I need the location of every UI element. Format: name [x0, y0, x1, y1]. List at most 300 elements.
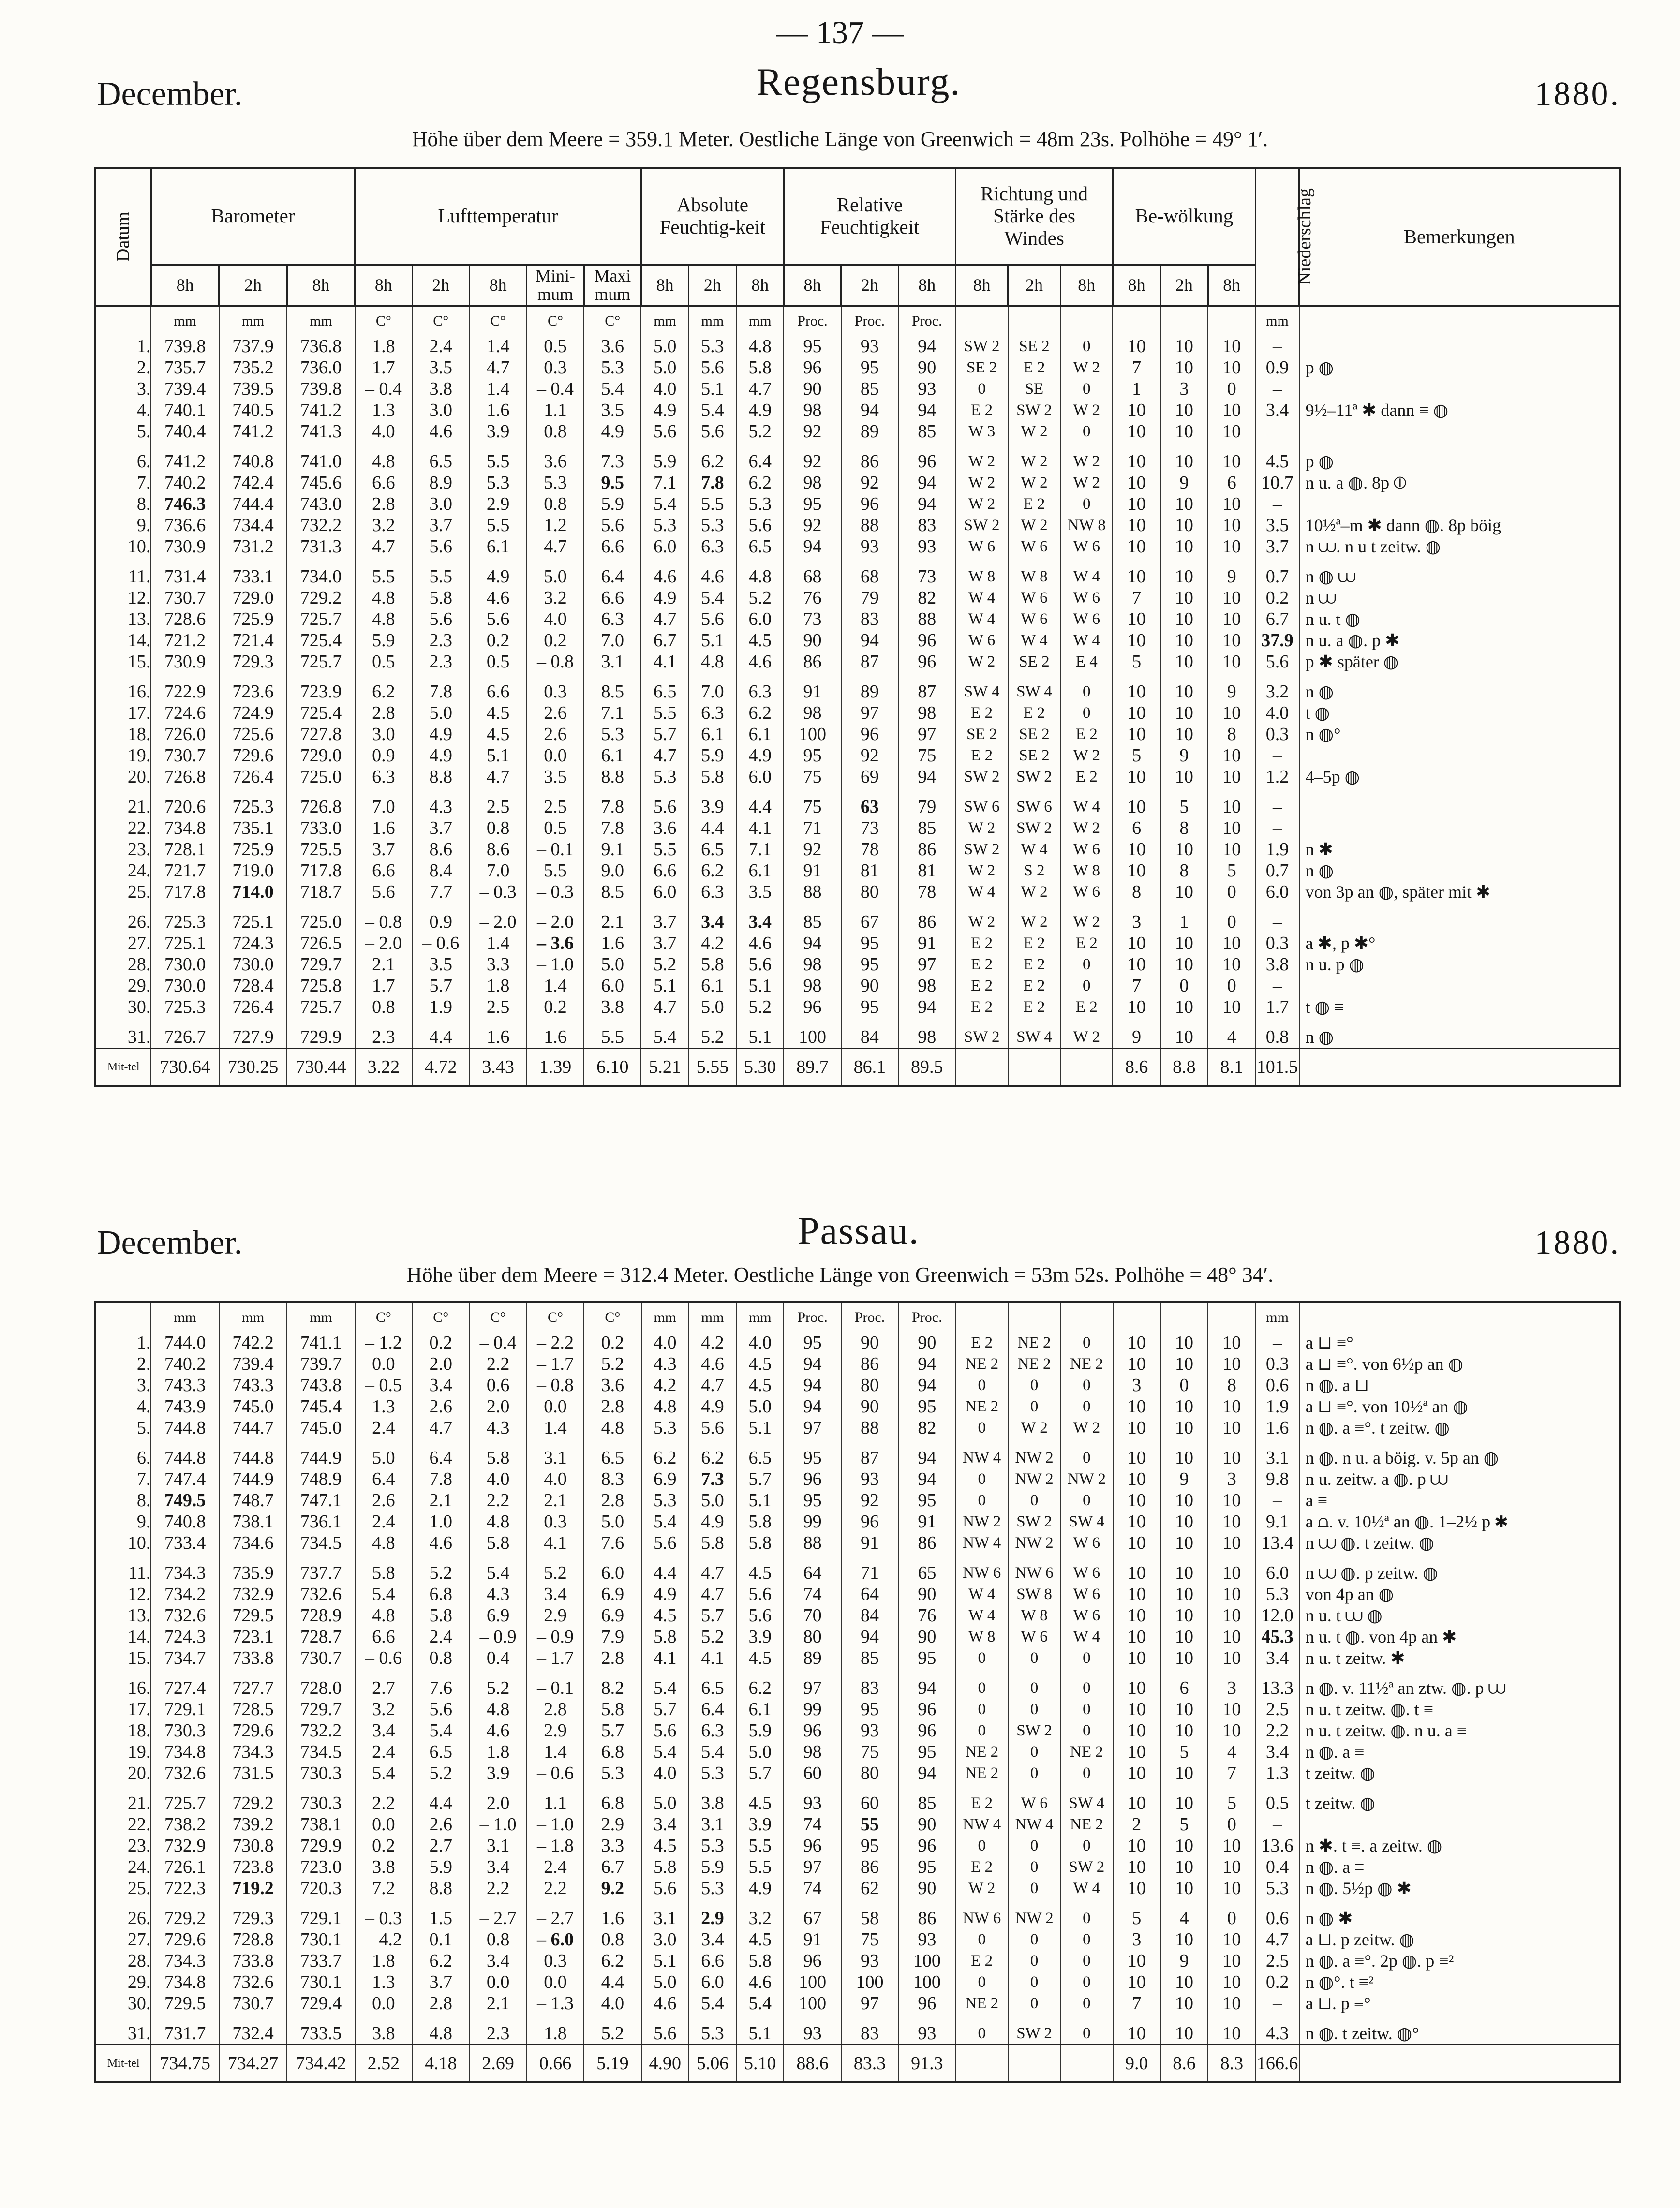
data-cell: 5.2: [527, 1562, 584, 1584]
data-cell: 3.4: [527, 1584, 584, 1605]
data-cell: 724.3: [151, 1626, 219, 1647]
remark-cell: n ◍. t zeitw. ◍°: [1299, 2023, 1620, 2045]
data-cell: – 0.9: [469, 1626, 526, 1647]
data-cell: – 6.0: [527, 1929, 584, 1950]
table-row: [95, 1814, 1620, 1835]
data-cell: 733.7: [287, 1950, 355, 1971]
data-cell: E 2: [955, 400, 1008, 421]
data-cell: 3.5: [412, 357, 469, 378]
data-cell: E 2: [955, 996, 1008, 1018]
data-cell: E 2: [1008, 933, 1060, 954]
data-cell: 5.4: [641, 1677, 689, 1699]
remark-cell: n u. t zeitw. ✱: [1299, 1647, 1620, 1669]
data-cell: 5.9: [412, 1856, 469, 1878]
data-cell: 79: [841, 587, 898, 608]
data-cell: 0: [1060, 1993, 1113, 2014]
data-cell: 1.7: [355, 975, 412, 996]
data-cell: 0: [1060, 1950, 1113, 1971]
remark-cell: von 3p an ◍, später mit ✱: [1299, 881, 1620, 903]
data-cell: 93: [841, 1720, 898, 1741]
data-cell: 98: [784, 954, 841, 975]
data-cell: 10: [1160, 357, 1208, 378]
data-cell: 0: [956, 1835, 1008, 1856]
data-cell: 3.4: [355, 1720, 412, 1741]
data-cell: 744.8: [219, 1447, 287, 1468]
data-cell: 2.9: [689, 1908, 736, 1929]
data-cell: 5.2: [412, 1562, 469, 1584]
data-cell: E 2: [1060, 996, 1113, 1018]
data-cell: 4.3: [412, 796, 469, 817]
mean-row: [95, 1048, 1620, 1086]
subheader-h2-15: 2h: [1008, 265, 1060, 306]
data-cell: [1255, 421, 1299, 442]
data-cell: 6.4: [355, 1468, 412, 1490]
table-row: [95, 1353, 1620, 1375]
data-cell: 0.2: [527, 630, 584, 651]
data-cell: 728.4: [219, 975, 287, 996]
data-cell: 0.2: [1255, 1971, 1299, 1993]
data-cell: 85: [898, 421, 955, 442]
data-cell: 3.5: [527, 766, 584, 787]
data-cell: 1: [1160, 911, 1208, 933]
data-cell: 3.7: [412, 515, 469, 536]
data-cell: 2.5: [1255, 1950, 1299, 1971]
data-cell: 5.0: [689, 996, 736, 1018]
data-cell: 6.6: [355, 1626, 412, 1647]
data-cell: 4.4: [641, 1562, 689, 1584]
data-cell: 3.9: [736, 1626, 784, 1647]
header-relative-humidity: Relative Feuchtigkeit: [784, 168, 955, 265]
data-cell: 0: [1060, 1375, 1113, 1396]
data-cell: 6.3: [689, 881, 736, 903]
data-cell: 10.7: [1255, 472, 1299, 493]
data-cell: 86: [841, 451, 898, 472]
data-cell: 86: [784, 651, 841, 672]
data-cell: 734.7: [151, 1647, 219, 1669]
data-cell: 5.4: [689, 1993, 736, 2014]
date-cell: 23.: [95, 839, 151, 860]
data-cell: 4.8: [641, 1396, 689, 1417]
data-cell: 736.8: [287, 336, 355, 357]
table-row: [95, 1562, 1620, 1584]
data-cell: 10: [1160, 954, 1208, 975]
subheader-h8-17: 8h: [1113, 265, 1160, 306]
data-cell: 1.6: [355, 817, 412, 839]
table-row: [95, 1793, 1620, 1814]
data-cell: W 6: [1060, 536, 1113, 557]
data-cell: 5.7: [736, 1468, 784, 1490]
data-cell: 723.0: [287, 1856, 355, 1878]
data-cell: 5.0: [412, 702, 469, 724]
data-cell: 100: [841, 1971, 898, 1993]
data-cell: 728.5: [219, 1699, 287, 1720]
data-cell: 9: [1160, 1468, 1208, 1490]
remark-cell: a ⊔ ≡°: [1299, 1332, 1620, 1353]
data-cell: 3.7: [412, 817, 469, 839]
table-row: [95, 493, 1620, 515]
data-cell: 92: [841, 1490, 898, 1511]
data-cell: 0: [1060, 1908, 1113, 1929]
table-row: [95, 1026, 1620, 1049]
data-cell: 10: [1208, 839, 1255, 860]
data-cell: 744.9: [219, 1468, 287, 1490]
data-cell: 5.7: [584, 1720, 641, 1741]
data-cell: 95: [841, 954, 898, 975]
mean-cell: 2.69: [469, 2045, 526, 2083]
data-cell: 5.3: [689, 515, 736, 536]
data-cell: 45.3: [1255, 1626, 1299, 1647]
data-cell: 10: [1208, 587, 1255, 608]
data-cell: 1.9: [1255, 839, 1299, 860]
data-cell: 731.2: [219, 536, 287, 557]
data-cell: 94: [784, 1353, 841, 1375]
data-cell: 91: [784, 860, 841, 881]
data-cell: W 4: [1060, 1626, 1113, 1647]
subheader-h2-18: 2h: [1160, 265, 1208, 306]
table-row: [95, 1677, 1620, 1699]
data-cell: W 6: [1060, 839, 1113, 860]
unit-cell: Proc.: [784, 306, 841, 336]
subheader-h2-9: 2h: [689, 265, 736, 306]
date-cell: 28.: [95, 1950, 151, 1971]
data-cell: 6.3: [355, 766, 412, 787]
data-cell: 0.3: [527, 1511, 584, 1532]
data-cell: SE 2: [1008, 745, 1060, 766]
unit-cell: mm: [689, 1302, 736, 1332]
data-cell: 10: [1160, 1417, 1208, 1438]
data-cell: 5.6: [584, 515, 641, 536]
data-cell: 3.2: [355, 515, 412, 536]
remark-cell: t zeitw. ◍: [1299, 1763, 1620, 1784]
data-cell: W 6: [1060, 881, 1113, 903]
data-cell: 10: [1113, 933, 1160, 954]
data-cell: 3.4: [1255, 1741, 1299, 1763]
data-cell: 3.7: [355, 839, 412, 860]
remark-cell: [1299, 378, 1620, 400]
data-cell: – 0.5: [355, 1375, 412, 1396]
table-row: [95, 724, 1620, 745]
data-cell: 6.9: [469, 1605, 526, 1626]
data-cell: 4.6: [736, 651, 784, 672]
remark-cell: n u. zeitw. a ◍. p ⩊: [1299, 1468, 1620, 1490]
data-cell: W 6: [955, 536, 1008, 557]
data-cell: 95: [841, 933, 898, 954]
data-cell: 93: [841, 1468, 898, 1490]
remark-cell: n ◍. a ≡°. t zeitw. ◍: [1299, 1417, 1620, 1438]
table-row: [95, 336, 1620, 357]
data-cell: 4.5: [641, 1605, 689, 1626]
remark-cell: n ⩊ ◍. p zeitw. ◍: [1299, 1562, 1620, 1584]
data-cell: 729.1: [151, 1699, 219, 1720]
data-cell: 3.1: [584, 651, 641, 672]
data-cell: 96: [784, 1950, 841, 1971]
data-cell: W 2: [1008, 881, 1060, 903]
data-cell: NE 2: [956, 1763, 1008, 1784]
data-cell: 5.0: [641, 357, 688, 378]
data-cell: 8.8: [412, 766, 469, 787]
data-cell: 96: [898, 1835, 955, 1856]
data-cell: 10: [1160, 536, 1208, 557]
data-cell: 1.0: [412, 1511, 469, 1532]
data-cell: 4.0: [641, 1763, 689, 1784]
date-cell: 1.: [95, 1332, 151, 1353]
date-cell: 5.: [95, 1417, 151, 1438]
date-cell: 17.: [95, 702, 151, 724]
data-cell: 5.8: [584, 1699, 641, 1720]
data-cell: 0: [1008, 1396, 1060, 1417]
data-cell: 736.6: [151, 515, 219, 536]
data-cell: 89: [841, 421, 898, 442]
unit-cell: mm: [219, 306, 287, 336]
data-cell: 37.9: [1255, 630, 1299, 651]
data-cell: 6.0: [689, 1971, 736, 1993]
table-row: [95, 651, 1620, 672]
data-cell: 741.0: [287, 451, 355, 472]
date-cell: 13.: [95, 1605, 151, 1626]
data-cell: 3.0: [355, 724, 412, 745]
data-cell: 0.0: [469, 1971, 526, 1993]
data-cell: 10: [1113, 796, 1160, 817]
data-cell: 3.5: [1255, 515, 1299, 536]
data-cell: 3.4: [736, 911, 784, 933]
data-cell: 3.2: [736, 1908, 784, 1929]
subheader-h8-10: 8h: [736, 265, 784, 306]
data-cell: 82: [898, 587, 955, 608]
data-cell: NW 4: [1008, 1814, 1060, 1835]
data-cell: 3.4: [469, 1856, 526, 1878]
unit-cell: [1160, 1302, 1208, 1332]
data-cell: 4.7: [689, 1562, 736, 1584]
data-cell: 10: [1113, 630, 1160, 651]
data-cell: 7.7: [412, 881, 469, 903]
data-cell: 7.8: [584, 817, 641, 839]
data-cell: – 0.4: [355, 378, 412, 400]
data-cell: 2.6: [412, 1396, 469, 1417]
data-cell: W 4: [955, 587, 1008, 608]
data-cell: 743.0: [287, 493, 355, 515]
data-cell: 4.1: [527, 1532, 584, 1554]
data-cell: 734.5: [287, 1532, 355, 1554]
data-cell: 85: [841, 378, 898, 400]
data-cell: 0: [1060, 954, 1113, 975]
data-cell: 4.7: [641, 745, 688, 766]
data-cell: 2.3: [412, 630, 469, 651]
data-cell: 92: [841, 745, 898, 766]
data-cell: W 4: [955, 881, 1008, 903]
data-cell: 5.6: [689, 608, 736, 630]
data-cell: – 0.6: [527, 1763, 584, 1784]
date-cell: 23.: [95, 1835, 151, 1856]
data-cell: 0: [956, 1971, 1008, 1993]
data-cell: 5.8: [469, 1447, 526, 1468]
data-cell: 6.5: [736, 1447, 784, 1468]
data-cell: – 0.8: [527, 651, 584, 672]
unit-cell: mm: [219, 1302, 287, 1332]
data-cell: 0.8: [527, 421, 584, 442]
data-cell: 1.6: [1255, 1417, 1299, 1438]
data-cell: 4.6: [412, 1532, 469, 1554]
date-cell: 20.: [95, 766, 151, 787]
data-cell: 85: [898, 1793, 955, 1814]
regensburg-table: [94, 167, 1621, 1087]
date-cell: 9.: [95, 515, 151, 536]
unit-cell: [95, 306, 151, 336]
data-cell: 3.9: [469, 421, 526, 442]
data-cell: 720.3: [287, 1878, 355, 1899]
data-cell: 720.6: [151, 796, 219, 817]
data-cell: 730.7: [219, 1993, 287, 2014]
data-cell: 10: [1208, 1971, 1255, 1993]
data-cell: 10: [1160, 493, 1208, 515]
data-cell: 91: [784, 681, 841, 702]
data-cell: – 1.8: [527, 1835, 584, 1856]
data-cell: 0: [956, 1677, 1008, 1699]
header-lufttemperatur: Lufttemperatur: [355, 168, 641, 265]
data-cell: 739.4: [151, 378, 219, 400]
remark-cell: n u. p ◍: [1299, 954, 1620, 975]
data-cell: 731.5: [219, 1763, 287, 1784]
mean-cell: Mit-tel: [95, 2045, 151, 2083]
data-cell: 744.0: [151, 1332, 219, 1353]
remark-cell: n ◍ ⩊: [1299, 566, 1620, 587]
data-cell: 5.0: [641, 1971, 689, 1993]
remark-cell: p ✱ später ◍: [1299, 651, 1620, 672]
date-cell: 10.: [95, 536, 151, 557]
mean-cell: 4.18: [412, 2045, 469, 2083]
data-cell: –: [1255, 796, 1299, 817]
data-cell: 726.7: [151, 1026, 219, 1049]
data-cell: SW 2: [1008, 766, 1060, 787]
data-cell: 732.6: [151, 1763, 219, 1784]
data-cell: 730.3: [287, 1793, 355, 1814]
data-cell: SE 2: [1008, 651, 1060, 672]
data-cell: 736.0: [287, 357, 355, 378]
data-cell: 6.9: [584, 1584, 641, 1605]
mean-cell: 86.1: [841, 1048, 898, 1086]
data-cell: NW 2: [1008, 1468, 1060, 1490]
data-cell: – 4.2: [355, 1929, 412, 1950]
data-cell: 3.3: [469, 954, 526, 975]
data-cell: 93: [898, 378, 955, 400]
data-cell: 10: [1208, 1647, 1255, 1669]
data-cell: 97: [898, 724, 955, 745]
data-cell: W 2: [1060, 1026, 1113, 1049]
passau-year: 1880.: [1534, 1224, 1621, 1261]
data-cell: 10: [1208, 1353, 1255, 1375]
data-cell: 5.2: [584, 1353, 641, 1375]
data-cell: 5.3: [584, 357, 641, 378]
data-cell: 10: [1160, 1993, 1208, 2014]
data-cell: E 2: [955, 702, 1008, 724]
date-cell: 19.: [95, 1741, 151, 1763]
data-cell: 98: [898, 975, 955, 996]
data-cell: 10: [1208, 336, 1255, 357]
data-cell: 92: [784, 451, 841, 472]
data-cell: 10: [1208, 1950, 1255, 1971]
table-row: [95, 911, 1620, 933]
data-cell: 730.1: [287, 1971, 355, 1993]
data-cell: 1.2: [1255, 766, 1299, 787]
table-row: [95, 766, 1620, 787]
data-cell: 90: [841, 1396, 898, 1417]
data-cell: 725.4: [287, 702, 355, 724]
data-cell: W 4: [1060, 566, 1113, 587]
data-cell: 723.1: [219, 1626, 287, 1647]
remark-cell: n u. t ◍. von 4p an ✱: [1299, 1626, 1620, 1647]
data-cell: 6.9: [584, 1605, 641, 1626]
data-cell: 10: [1208, 1856, 1255, 1878]
data-cell: E 2: [1008, 975, 1060, 996]
data-cell: 98: [784, 472, 841, 493]
data-cell: 2.2: [355, 1793, 412, 1814]
data-cell: 738.1: [287, 1814, 355, 1835]
data-cell: 5.8: [689, 766, 736, 787]
data-cell: 2.4: [527, 1856, 584, 1878]
unit-cell: [1008, 306, 1060, 336]
remark-cell: t ◍: [1299, 702, 1620, 724]
data-cell: 734.8: [151, 1741, 219, 1763]
mean-cell: 8.6: [1160, 2045, 1208, 2083]
data-cell: 5.9: [689, 745, 736, 766]
data-cell: 0: [1060, 975, 1113, 996]
mean-cell: 5.55: [689, 1048, 736, 1086]
data-cell: W 6: [1008, 1626, 1060, 1647]
data-cell: 7.0: [689, 681, 736, 702]
unit-cell: C°: [527, 306, 584, 336]
data-cell: 0.8: [355, 996, 412, 1018]
data-cell: 90: [841, 1332, 898, 1353]
data-cell: 8.3: [584, 1468, 641, 1490]
data-cell: 0: [1008, 1741, 1060, 1763]
data-cell: – 2.7: [527, 1908, 584, 1929]
data-cell: 732.4: [219, 2023, 287, 2045]
subheader-h2-1: 2h: [219, 265, 287, 306]
data-cell: 6.0: [736, 608, 784, 630]
unit-cell: Proc.: [784, 1302, 841, 1332]
data-cell: 10: [1208, 536, 1255, 557]
data-cell: 98: [784, 400, 841, 421]
data-cell: 82: [898, 1417, 955, 1438]
data-cell: 10: [1160, 2023, 1208, 2045]
table-row: [95, 1332, 1620, 1353]
data-cell: 0.3: [527, 1950, 584, 1971]
data-cell: 75: [784, 766, 841, 787]
data-cell: 6.0: [584, 975, 641, 996]
data-cell: 0: [1008, 1375, 1060, 1396]
data-cell: 730.1: [287, 1929, 355, 1950]
data-cell: 4.6: [736, 1971, 784, 1993]
data-cell: W 6: [1060, 1532, 1113, 1554]
data-cell: W 2: [1060, 400, 1113, 421]
data-cell: 96: [841, 1511, 898, 1532]
data-cell: 737.9: [219, 336, 287, 357]
data-cell: 100: [898, 1971, 955, 1993]
regensburg-month: December.: [97, 75, 243, 113]
data-cell: – 0.1: [527, 839, 584, 860]
data-cell: 5.4: [355, 1763, 412, 1784]
data-cell: 726.0: [151, 724, 219, 745]
table-row: [95, 2023, 1620, 2045]
data-cell: 10: [1113, 1950, 1160, 1971]
data-cell: NW 2: [1060, 1468, 1113, 1490]
data-cell: 94: [898, 1447, 955, 1468]
data-cell: 62: [841, 1878, 898, 1899]
data-cell: 0: [1008, 1490, 1060, 1511]
data-cell: 10: [1208, 651, 1255, 672]
data-cell: 100: [784, 1026, 841, 1049]
mean-cell: Mit-tel: [95, 1048, 151, 1086]
mean-cell: 8.3: [1208, 2045, 1255, 2083]
